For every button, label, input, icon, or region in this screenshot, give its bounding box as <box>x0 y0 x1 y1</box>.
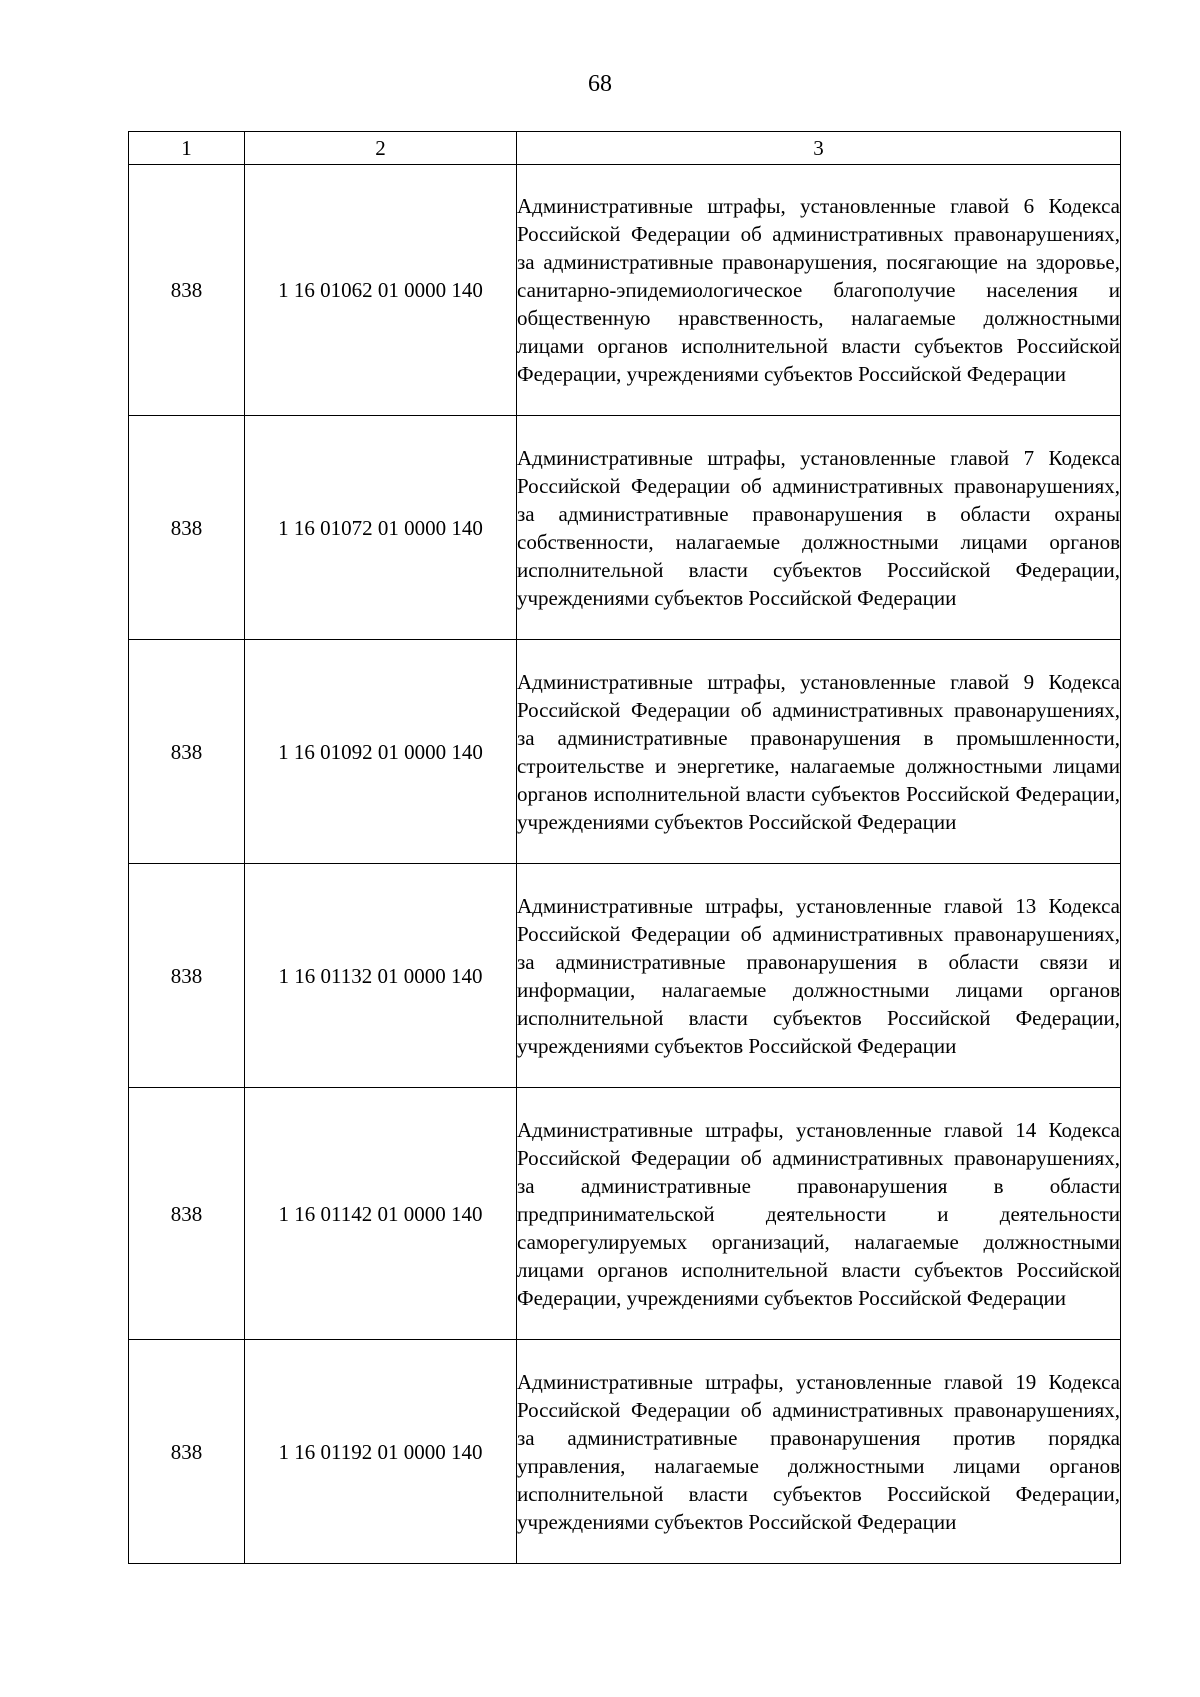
column-header-1: 1 <box>129 132 245 165</box>
table-row <box>129 1088 1121 1340</box>
column-header-2: 2 <box>245 132 517 165</box>
description-cell: Административные штрафы, установленные главой 9 Кодекса Российской Федерации об административных правонарушениях, за административные правонарушения в промышленности, строительстве и энергетике, налагаемые должностными лицами органов исполнительной власти субъектов Российской Федерации, учреждениями субъектов Российской Федерации <box>517 640 1121 864</box>
table-header-row <box>129 132 1121 165</box>
income-code-cell: 1 16 01132 01 0000 140 <box>245 864 517 1088</box>
admin-code-cell: 838 <box>129 640 245 864</box>
table-row <box>129 640 1121 864</box>
description-cell: Административные штрафы, установленные главой 19 Кодекса Российской Федерации об административных правонарушениях, за административные правонарушения против порядка управления, налагаемые должностными лицами органов исполнительной власти субъектов Российской Федерации, учреждениями субъектов Российской Федерации <box>517 1340 1121 1564</box>
income-code-cell: 1 16 01092 01 0000 140 <box>245 640 517 864</box>
admin-code-cell: 838 <box>129 1340 245 1564</box>
description-cell: Административные штрафы, установленные главой 14 Кодекса Российской Федерации об административных правонарушениях, за административные правонарушения в области предпринимательской деятельности и деятельности саморегулируемых организаций, налагаемые должностными лицами органов исполнительной власти субъектов Российской Федерации, учреждениями субъектов Российской Федерации <box>517 1088 1121 1340</box>
income-code-cell: 1 16 01072 01 0000 140 <box>245 416 517 640</box>
table-row <box>129 1340 1121 1564</box>
admin-code-cell: 838 <box>129 416 245 640</box>
budget-classification-table <box>128 131 1121 1564</box>
page-number: 68 <box>588 71 612 97</box>
admin-code-cell: 838 <box>129 1088 245 1340</box>
income-code-cell: 1 16 01192 01 0000 140 <box>245 1340 517 1564</box>
admin-code-cell: 838 <box>129 864 245 1088</box>
description-cell: Административные штрафы, установленные главой 7 Кодекса Российской Федерации об административных правонарушениях, за административные правонарушения в области охраны собственности, налагаемые должностными лицами органов исполнительной власти субъектов Российской Федерации, учреждениями субъектов Российской Федерации <box>517 416 1121 640</box>
description-cell: Административные штрафы, установленные главой 13 Кодекса Российской Федерации об административных правонарушениях, за административные правонарушения в области связи и информации, налагаемые должностными лицами органов исполнительной власти субъектов Российской Федерации, учреждениями субъектов Российской Федерации <box>517 864 1121 1088</box>
table-row <box>129 416 1121 640</box>
income-code-cell: 1 16 01142 01 0000 140 <box>245 1088 517 1340</box>
admin-code-cell: 838 <box>129 165 245 416</box>
description-cell: Административные штрафы, установленные главой 6 Кодекса Российской Федерации об административных правонарушениях, за административные правонарушения, посягающие на здоровье, санитарно-эпидемиологическое благополучие населения и общественную нравственность, налагаемые должностными лицами органов исполнительной власти субъектов Российской Федерации, учреждениями субъектов Российской Федерации <box>517 165 1121 416</box>
table-row <box>129 165 1121 416</box>
table-row <box>129 864 1121 1088</box>
column-header-3: 3 <box>517 132 1121 165</box>
income-code-cell: 1 16 01062 01 0000 140 <box>245 165 517 416</box>
